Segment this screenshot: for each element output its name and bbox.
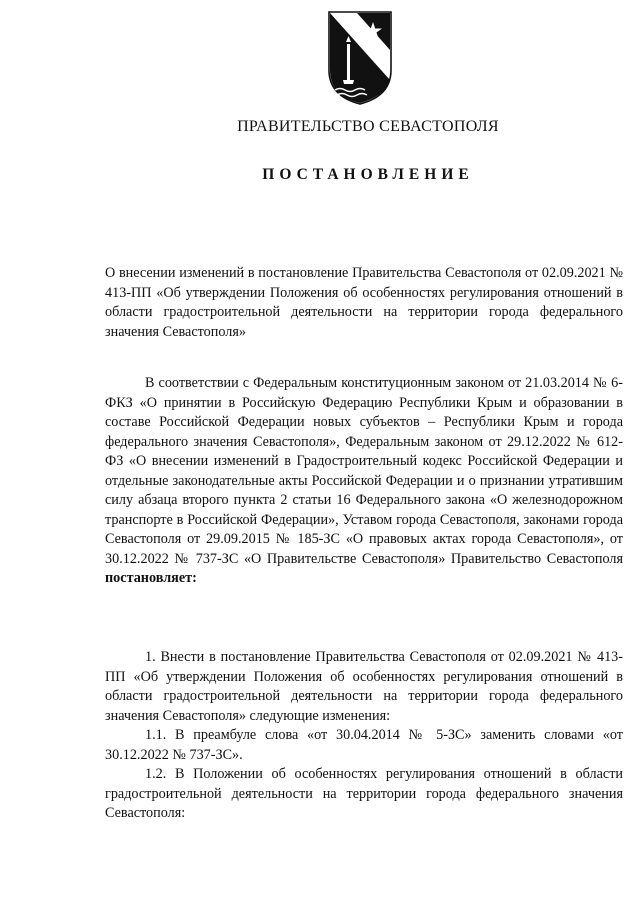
decree-word: постановляет: — [105, 570, 197, 586]
coat-of-arms-icon — [327, 10, 393, 106]
preamble — [105, 374, 623, 589]
document-subject — [105, 264, 623, 342]
government-title: ПРАВИТЕЛЬСТВО СЕВАСТОПОЛЯ — [237, 118, 499, 135]
items-section — [105, 648, 623, 824]
list-item: 1. Внести в постановление Правительства Севастополя от 02.09.2021 № 413-ПП «Об утверждении Положения об особенностях регулирования отношений в области градостроительной деятельности на территории города федерального значения Севастополя» следующие изменения: — [105, 649, 623, 724]
preamble-paragraph — [105, 374, 623, 589]
subject-text: О внесении изменений в постановление Правительства Севастополя от 02.09.2021 № 413-ПП «Об утверждении Положения об особенностях регулирования отношений в области градостроительной деятельности на территории города федерального значения Севастополя» — [105, 265, 623, 340]
list-item: 1.2. В Положении об особенностях регулирования отношений в области градостроительной деятельности на территории города федерального значения Севастополя: — [105, 766, 623, 821]
list-item: 1.1. В преамбуле слова «от 30.04.2014 № 5-ЗС» заменить словами «от 30.12.2022 № 737-ЗС». — [105, 727, 623, 763]
preamble-text: В соответствии с Федеральным конституционным законом от 21.03.2014 № 6-ФКЗ «О принятии в Российскую Федерацию Республики Крым и образовании в составе Российской Федерации новых субъектов – Республики Крым и города федерального значения Севастополя», Федеральным законом от 29.12.2022 № 612-ФЗ «О внесении изменений в Градостроительный кодекс Российской Федерации и отдельные законодательные акты Российской Федерации и о признании утратившим силу абзаца второго пункта 2 статьи 16 Федерального закона «О железнодорожном транспорте в Российской Федерации», Уставом города Севастополя, законами города Севастополя от 29.09.2015 № 185-ЗС «О правовых актах города Севастополя», от 30.12.2022 № 737-ЗС «О Правительстве Севастополя» Правительство Севастополя — [105, 375, 623, 567]
document-type: ПОСТАНОВЛЕНИЕ — [262, 166, 474, 183]
